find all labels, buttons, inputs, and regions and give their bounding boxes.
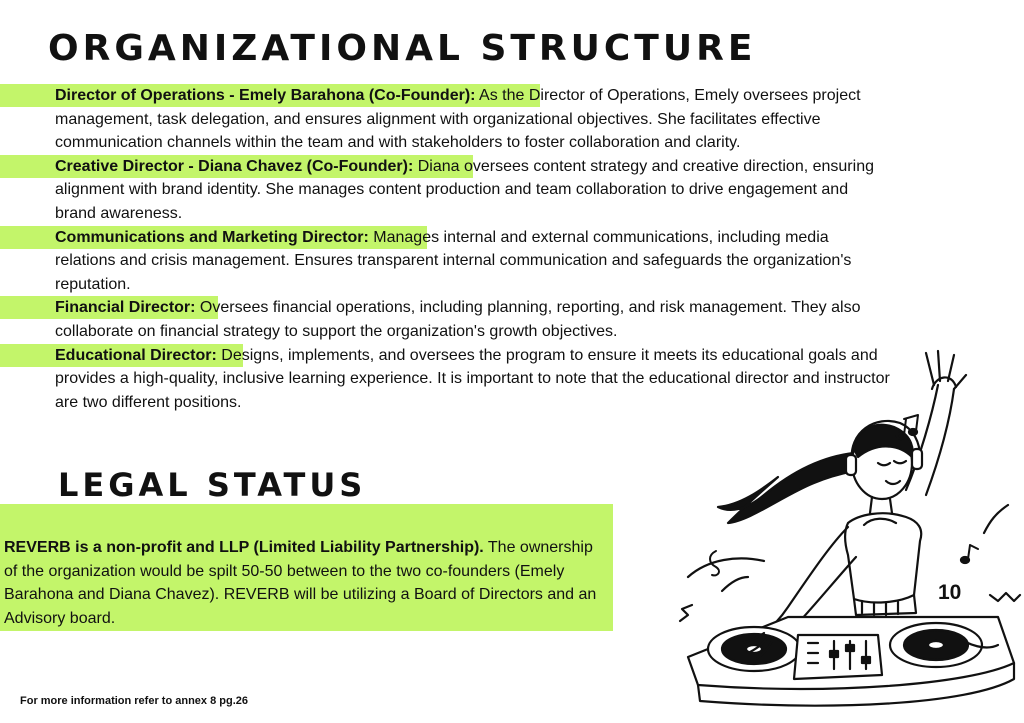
role-item-creative [0,155,890,226]
role-title: Financial Director: [55,299,196,317]
role-description: Diana oversees content strategy and creative direction, ensuring alignment with brand identity. She manages content production and team collaboration to drive engagement and brand awareness. [55,157,874,222]
role-item-operations [0,84,890,155]
role-description: Oversees financial operations, including planning, reporting, and risk management. They also collaborate on financial strategy to support the organization's growth objectives. [55,299,861,340]
annex-footnote: For more information refer to annex 8 pg.26 [20,695,248,707]
legal-status-heading: LEGAL STATUS [58,466,367,504]
legal-status-body: The ownership of the organization would be spilt 50-50 between to the two co-founders (Emely Barahona and Diana Chavez). REVERB will be utilizing a Board of Directors and an Advisory board. [4,539,597,627]
role-item-financial [0,296,890,343]
role-title: Educational Director: [55,346,217,364]
role-title: Director of Operations - Emely Barahona (Co-Founder): [55,87,476,104]
legal-status-bold: REVERB is a non-profit and LLP (Limited Liability Partnership). [4,539,484,556]
role-description: As the Director of Operations, Emely oversees project management, task delegation, and ensures alignment with organizational objectives. She facilitates effective communication channels within the team and with stakeholders to foster collaboration and clarity. [55,87,861,152]
role-item-communications [0,226,890,297]
role-description: Manages internal and external communications, including media relations and crisis management. Ensures transparent internal communication and safeguards the organization's reputation. [55,228,852,293]
legal-status-text [4,536,610,630]
role-description: Designs, implements, and oversees the program to ensure it meets its educational goals and provides a high-quality, inclusive learning experience. It is important to note that the educational director and instructor are two different positions. [55,346,890,411]
role-title: Communications and Marketing Director: [55,228,369,246]
page-number: 10 [938,581,962,604]
dj-woman-illustration-icon [668,345,1024,715]
page-title: ORGANIZATIONAL STRUCTURE [48,28,757,69]
role-title: Creative Director - Diana Chavez (Co-Founder): [55,157,414,175]
